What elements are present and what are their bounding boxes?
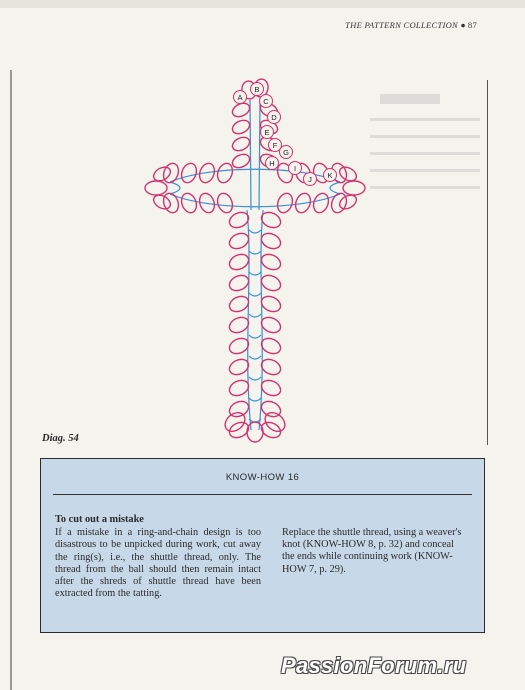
- tatting-ring: [197, 191, 217, 215]
- tatting-ring: [275, 191, 295, 215]
- know-how-title: KNOW-HOW 16: [225, 472, 300, 483]
- tatting-ring: [215, 191, 235, 215]
- book-spine-shadow: [10, 70, 12, 690]
- box-divider: [53, 494, 472, 495]
- tatting-chain: [249, 272, 261, 275]
- tatting-ring: [215, 161, 235, 185]
- tatting-chain: [249, 230, 261, 233]
- tatting-ring: [261, 409, 288, 435]
- tatting-ring: [227, 230, 251, 251]
- show-through-text: [370, 80, 480, 230]
- tatting-chain: [249, 335, 261, 338]
- ring-letter: B: [254, 85, 260, 94]
- bullet-icon: ●: [460, 20, 466, 30]
- tatting-ring: [227, 251, 251, 272]
- right-column: [282, 527, 467, 576]
- tatting-ring: [227, 377, 251, 398]
- ring-letter: G: [283, 148, 289, 157]
- margin-rule: [487, 80, 488, 445]
- tatting-ring: [247, 422, 263, 442]
- ring-letter: E: [264, 128, 270, 137]
- ring-letter: H: [269, 159, 275, 168]
- page-top-edge: [0, 0, 525, 8]
- tatting-chain: [250, 100, 251, 210]
- tatting-chain: [249, 293, 261, 296]
- tatting-ring: [259, 230, 283, 251]
- page-number: 87: [467, 20, 477, 30]
- left-paragraph: If a mistake in a ring-and-chain design is too disastrous to be unpicked during work, cut away the ring(s), i.e., the shuttle thread, only. The thread from the ball should then remain intact after the shreds of shuttle thread have been extracted from the tatting.: [55, 527, 261, 600]
- tatting-chain: [170, 182, 180, 194]
- watermark: PassionForum.ru: [281, 653, 467, 678]
- header-title: THE PATTERN COLLECTION: [345, 20, 459, 30]
- ring-letter: F: [272, 141, 278, 150]
- ring-letter: J: [308, 175, 312, 184]
- tatting-chain: [249, 314, 261, 317]
- tatting-chain: [249, 356, 261, 359]
- left-column: [55, 514, 261, 600]
- tatting-chain: [259, 100, 260, 210]
- tatting-cross-diagram: [130, 70, 380, 455]
- tatting-ring: [230, 118, 251, 136]
- tatting-ring: [259, 272, 283, 293]
- running-header: [345, 20, 477, 30]
- ring-letter: K: [327, 171, 333, 180]
- tatting-chain: [249, 377, 261, 380]
- ring-letter: D: [271, 113, 277, 122]
- know-how-box: [40, 458, 485, 633]
- tatting-ring: [227, 293, 251, 314]
- tatting-ring: [227, 398, 251, 419]
- tatting-ring: [145, 181, 167, 195]
- ring-letter: I: [293, 164, 297, 173]
- tatting-ring: [259, 293, 283, 314]
- tatting-ring: [179, 191, 199, 215]
- tatting-ring: [259, 251, 283, 272]
- tatting-ring: [230, 152, 251, 170]
- section-title: To cut out a mistake: [55, 514, 144, 525]
- tatting-ring: [227, 272, 251, 293]
- tatting-ring: [311, 191, 331, 215]
- tatting-chain: [249, 251, 261, 254]
- tatting-ring: [221, 409, 248, 435]
- tatting-ring: [259, 398, 283, 419]
- tatting-chain: [330, 182, 340, 194]
- tatting-chain: [249, 398, 261, 401]
- tatting-ring: [197, 161, 217, 185]
- tatting-ring: [293, 191, 313, 215]
- tatting-ring: [179, 161, 199, 185]
- tatting-ring: [343, 181, 365, 195]
- right-paragraph: Replace the shuttle thread, using a weaver's knot (KNOW-HOW 8, p. 32) and conceal the ends while continuing work (KNOW-HOW 7, p. 29).: [282, 527, 462, 575]
- tatting-ring: [259, 377, 283, 398]
- ring-letter: A: [237, 93, 243, 102]
- ring-letter: C: [263, 97, 269, 106]
- tatting-ring: [230, 135, 251, 153]
- diagram-caption: Diag. 54: [42, 433, 79, 444]
